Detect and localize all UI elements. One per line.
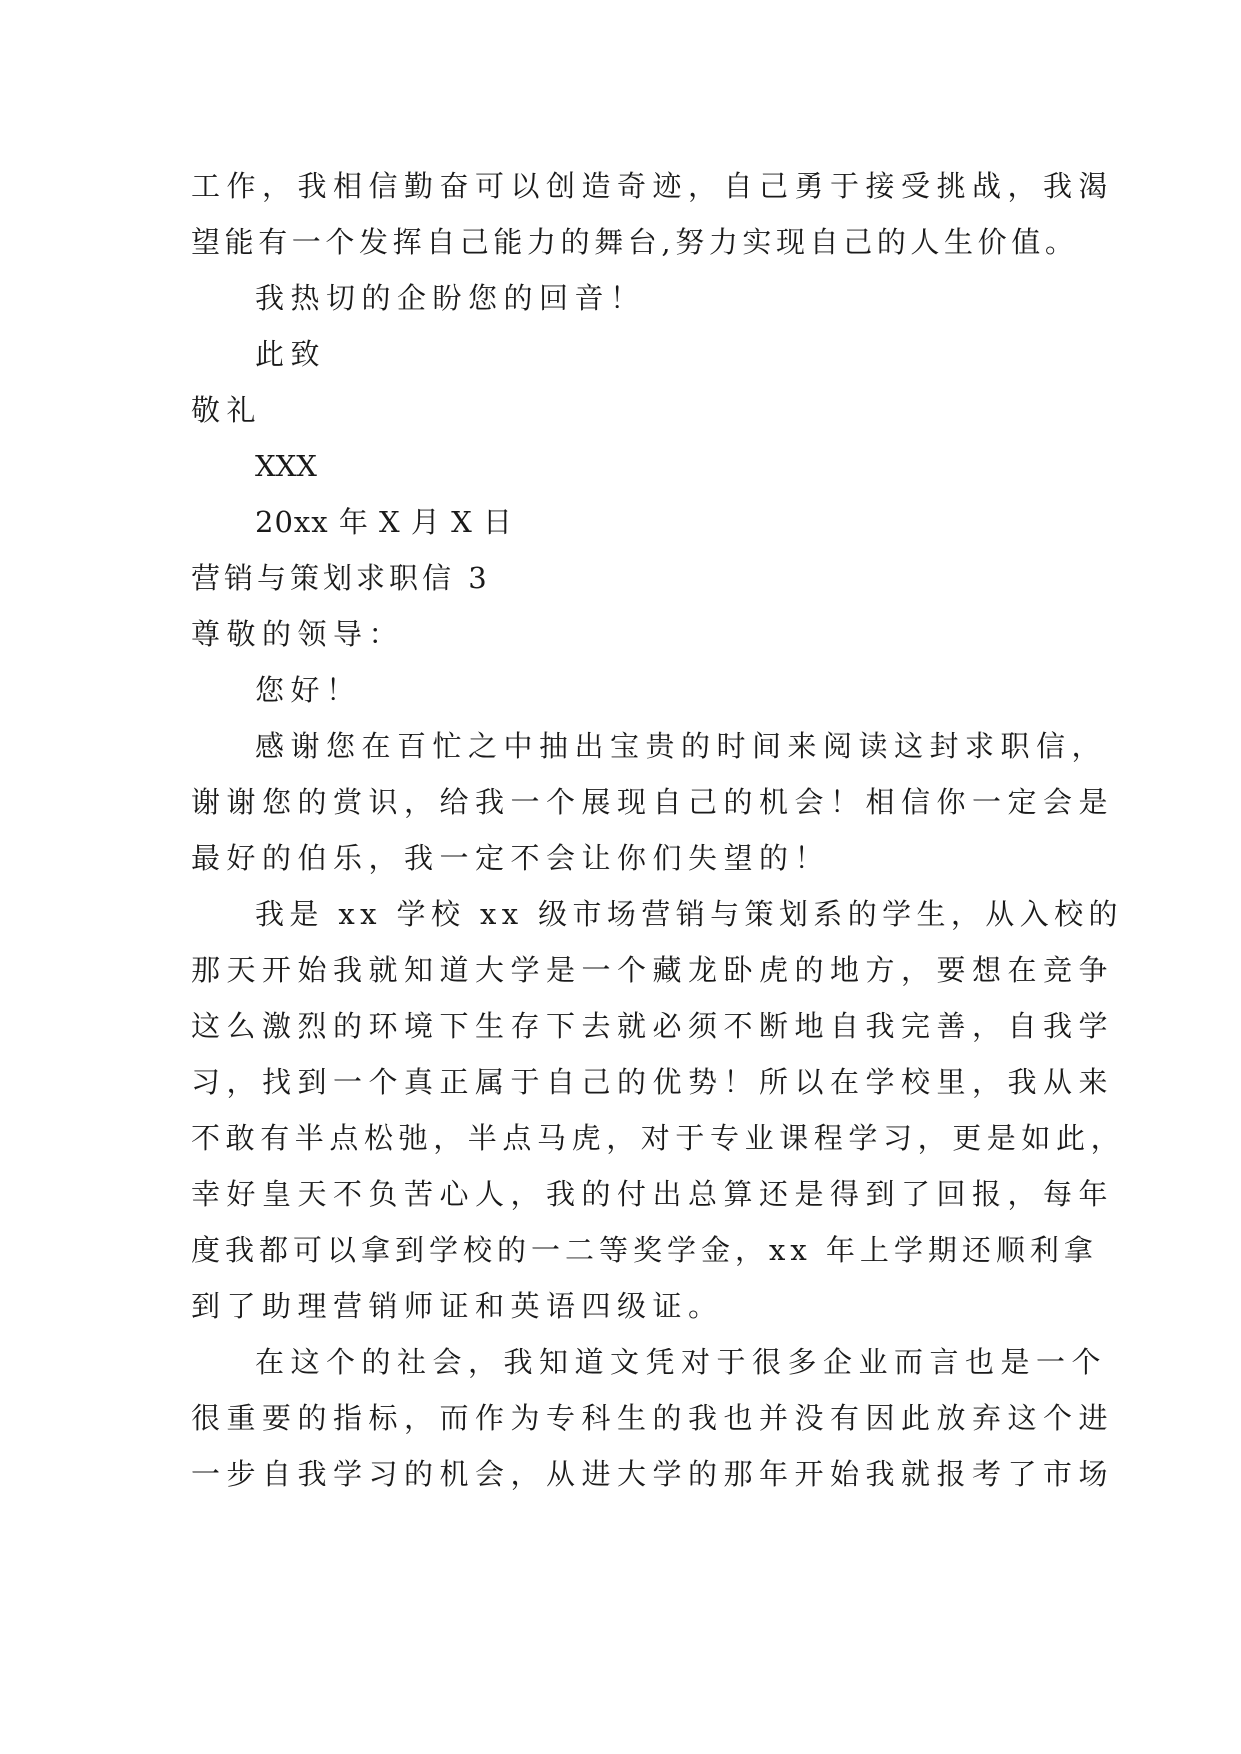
paragraph-line: 在这个的社会，我知道文凭对于很多企业而言也是一个 <box>255 1345 1108 1379</box>
paragraph-line: 度我都可以拿到学校的一二等奖学金，xx 年上学期还顺利拿 <box>191 1233 1098 1267</box>
paragraph-line: 那天开始我就知道大学是一个藏龙卧虎的地方，要想在竞争 <box>191 953 1115 987</box>
text-line: 工作，我相信勤奋可以创造奇迹，自己勇于接受挑战，我渴 <box>191 169 1115 203</box>
paragraph-line: 这么激烈的环境下生存下去就必须不断地自我完善，自我学 <box>191 1009 1115 1043</box>
paragraph-line: 我是 xx 学校 xx 级市场营销与策划系的学生，从入校的 <box>255 897 1123 931</box>
paragraph-line: 谢谢您的赏识，给我一个展现自己的机会！相信你一定会是 <box>191 785 1115 819</box>
salutation-jingli: 敬礼 <box>191 393 263 427</box>
paragraph-line: 不敢有半点松弛，半点马虎，对于专业课程学习，更是如此， <box>191 1121 1126 1155</box>
paragraph-line: 感谢您在百忙之中抽出宝贵的时间来阅读这封求职信， <box>255 729 1108 763</box>
paragraph-line: 一步自我学习的机会，从进大学的那年开始我就报考了市场 <box>191 1457 1115 1491</box>
paragraph-line: 习，找到一个真正属于自己的优势！所以在学校里，我从来 <box>191 1065 1115 1099</box>
section-title: 营销与策划求职信 3 <box>191 561 491 595</box>
paragraph-line: 幸好皇天不负苦心人，我的付出总算还是得到了回报，每年 <box>191 1177 1115 1211</box>
letter-greeting: 尊敬的领导： <box>191 617 405 651</box>
letter-hello: 您好！ <box>255 673 362 707</box>
paragraph-line: 到了助理营销师证和英语四级证。 <box>191 1289 724 1323</box>
closing-line: 我热切的企盼您的回音！ <box>255 281 646 315</box>
paragraph-line: 很重要的指标，而作为专科生的我也并没有因此放弃这个进 <box>191 1401 1115 1435</box>
signature-date: 20xx 年 X 月 X 日 <box>255 505 513 539</box>
text-line: 望能有一个发挥自己能力的舞台,努力实现自己的人生价值。 <box>191 225 1079 259</box>
signature-name: XXX <box>255 449 317 483</box>
paragraph-line: 最好的伯乐，我一定不会让你们失望的！ <box>191 841 831 875</box>
salutation-cizhi: 此致 <box>255 337 327 371</box>
